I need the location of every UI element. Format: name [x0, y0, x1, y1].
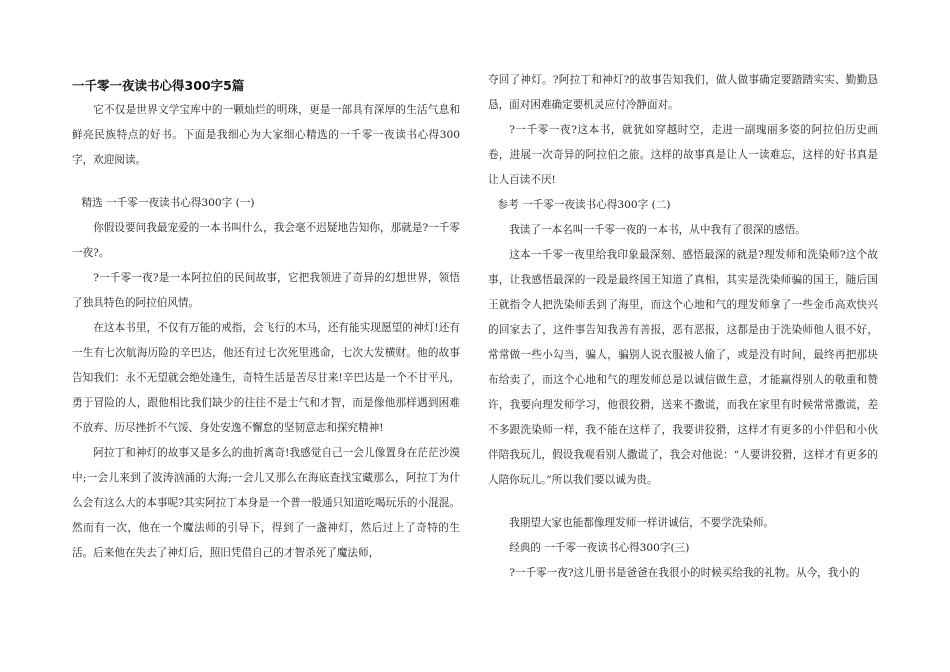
paragraph: 夺回了神灯。?阿拉丁和神灯?的故事告知我们，做人做事确定要踏踏实实、勤勤恳恳，面对困难确定要机灵应付冷静面对。	[488, 74, 878, 111]
paragraph: 你假设要问我最宠爱的一本书叫什么，我会毫不迟疑地告知你，那就是?一千零一夜?。	[72, 222, 460, 259]
section-heading-1: 精选 一千零一夜读书心得300字 (一)	[81, 197, 255, 209]
section-heading-2: 参考 一千零一夜读书心得300字 (二)	[497, 199, 671, 211]
paragraph: 我读了一本名叫一千零一夜的一本书，从中我有了很深的感悟。	[509, 224, 806, 236]
paragraph: 阿拉丁和神灯的故事又是多么的曲折离奇!我感觉自己一会儿像置身在茫茫沙漠中;一会儿来到了波涛汹涌的大海;一会儿又那么在海底查找宝藏那么，阿拉丁为什么会有这么大的本事呢?其实阿拉丁本身是一个普一般通只知道吃喝玩乐的小混混。然而有一次，他在一个魔法师的引导下，得到了一盏神灯，然后过上了奇特的生活。后来他在失去了神灯后，照旧凭借自己的才智杀死了魔法师，	[72, 447, 460, 559]
paragraph: 我期望大家也能都像理发师一样讲诚信，不要学洗染师。	[509, 517, 775, 529]
document-title: 一千零一夜读书心得300字5篇	[72, 78, 245, 93]
paragraph: ?一千零一夜?这本书，就犹如穿越时空，走进一副瑰丽多姿的阿拉伯历史画卷，进展一次奇异的阿拉伯之旅。这样的故事真是让人一读难忘，这样的好书真是让人百读不厌!	[488, 124, 878, 186]
paragraph: ?一千零一夜?是一本阿拉伯的民间故事，它把我领进了奇异的幻想世界，领悟了独具特色的阿拉伯风情。	[72, 272, 460, 309]
paragraph: 这本一千零一夜里给我印象最深刻、感悟最深的就是?理发师和洗染师?这个故事，让我感悟最深的一段是最终国王知道了真相，其实是洗染师骗的国王，随后国王就指令人把洗染师丢到了海里，而这个心地和气的理发师拿了一些金币高欢快兴的回家去了，这件事告知我善有善报，恶有恶报，这都是由于洗染师他人很不好，常常做一些小勾当，骗人，骗别人说衣服被人偷了，或是没有时间，最终再把那块布给卖了，而这个心地和气的理发师总是以诚信做生意，才能赢得别人的敬重和赞许，我要向理发师学习，他很狡猾，送来不撒谎，而我在家里有时候常常撒谎，差不多跟洗染师一样，我不能在这样了，我要讲狡猾，这样才有更多的小伴侣和小伙伴陪我玩儿，假设我观看别人撒谎了，我会对他说：“人要讲狡猾，这样才有更多的人陪你玩儿。”所以我们要以诚为贵。	[488, 249, 878, 486]
intro-paragraph: 它不仅是世界文学宝库中的一颗灿烂的明珠，更是一部具有深厚的生活气息和鲜亮民族特点的好书。下面是我细心为大家细心精选的一千零一夜读书心得300字，欢迎阅读。	[72, 104, 460, 166]
section-heading-3: 经典的 一千零一夜读书心得300字(三)	[509, 542, 690, 554]
paragraph: 在这本书里，不仅有万能的戒指，会飞行的木马，还有能实现愿望的神灯!还有一生有七次航海历险的辛巴达，他还有过七次死里逃命，七次大发横财。他的故事告知我们：永不无望就会绝处逢生，奇特生活是苦尽甘来!辛巴达是一个不甘平凡，勇于冒险的人，跟他相比我们缺少的往往不是士气和才智，而是像他那样遇到困难不放弃、历尽挫折不气馁、身处安逸不懈怠的坚韧意志和探究精神!	[72, 322, 460, 434]
left-column	[72, 72, 460, 566]
paragraph: ?一千零一夜?这儿册书是爸爸在我很小的时候买给我的礼物。从今，我小的	[509, 567, 860, 579]
right-column	[488, 68, 878, 586]
